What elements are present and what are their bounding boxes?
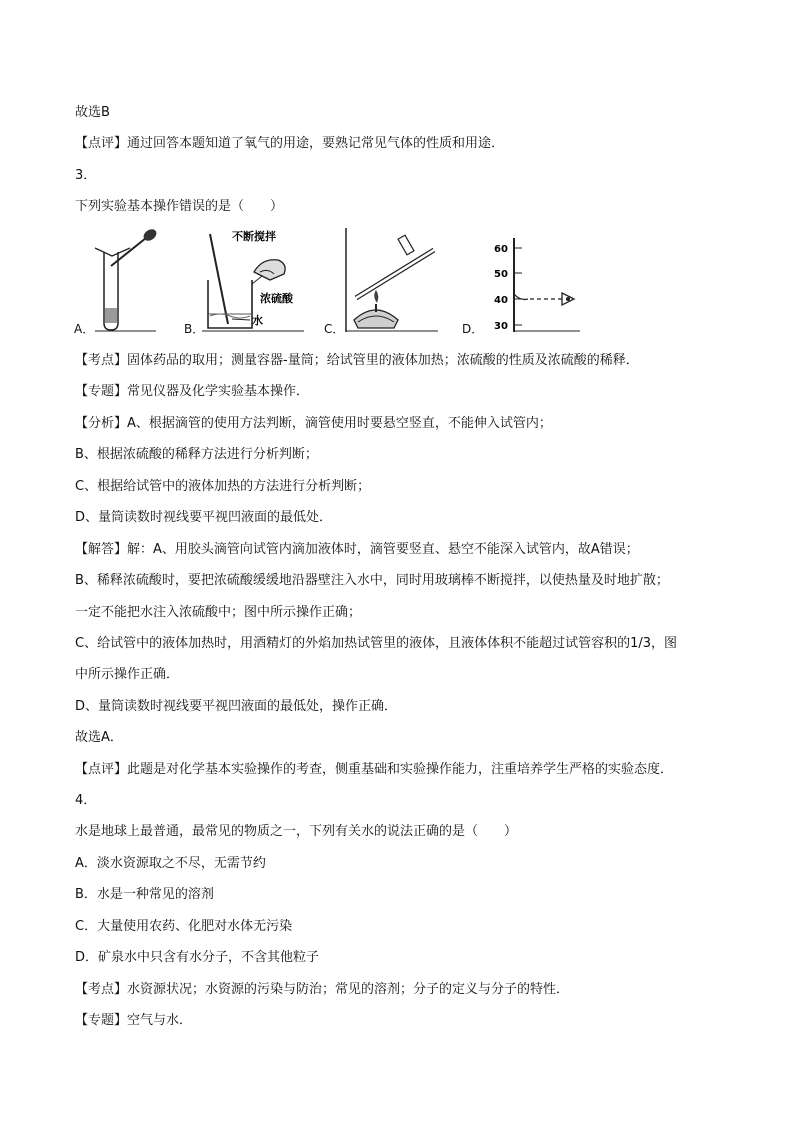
jieda-line: 一定不能把水注入浓硫酸中；图中所示操作正确； xyxy=(75,605,362,620)
question-number: 3． xyxy=(75,168,97,183)
zhuanti-line: 【专题】常见仪器及化学实验基本操作． xyxy=(75,384,310,399)
figure-b-stir-text: 不断搅拌 xyxy=(232,230,276,243)
jieda-line: C、给试管中的液体加热时，用酒精灯的外焰加热试管里的液体，且液体体积不能超过试管容积的1/3，图 xyxy=(75,636,677,651)
option-a: A．淡水资源取之不尽，无需节约 xyxy=(75,856,266,871)
figure-c-label: C． xyxy=(324,322,345,336)
jieda-line: D、量筒读数时视线要平视凹液面的最低处，操作正确． xyxy=(75,699,398,714)
question-stem: 下列实验基本操作错误的是（ ） xyxy=(75,199,284,214)
comment-line: 【点评】通过回答本题知道了氧气的用途，要熟记常见气体的性质和用途． xyxy=(75,136,505,151)
figure-a-label: A． xyxy=(74,322,95,336)
figure-d-cylinder xyxy=(478,228,582,334)
fenxi-line: 【分析】A、根据滴管的使用方法判断，滴管使用时要悬空竖直，不能伸入试管内； xyxy=(75,416,552,431)
question-number: 4． xyxy=(75,793,97,808)
figure-c-heating xyxy=(342,228,442,334)
figure-b-dilution xyxy=(200,228,305,334)
figure-b-acid-text: 浓硫酸 xyxy=(260,292,293,305)
jieda-line: 故选A． xyxy=(75,730,123,745)
jieda-line: 中所示操作正确． xyxy=(75,667,180,682)
kaodian-line: 【考点】固体药品的取用；测量容器-量筒；给试管里的液体加热；浓硫酸的性质及浓硫酸的稀释． xyxy=(75,353,639,368)
jieda-line: B、稀释浓硫酸时，要把浓硫酸缓缓地沿器壁注入水中，同时用玻璃棒不断搅拌，以使热量及时地扩散； xyxy=(75,573,669,588)
scale-tick-label: 40 xyxy=(494,295,508,306)
jieda-line: 【解答】解：A、用胶头滴管向试管内滴加液体时，滴管要竖直、悬空不能深入试管内，故A错误； xyxy=(75,542,639,557)
question-stem: 水是地球上最普通，最常见的物质之一，下列有关水的说法正确的是（ ） xyxy=(75,824,518,839)
zhuanti-line: 【专题】空气与水． xyxy=(75,1013,193,1028)
scale-tick-label: 30 xyxy=(494,321,508,332)
kaodian-line: 【考点】水资源状况；水资源的污染与防治；常见的溶剂；分子的定义与分子的特性． xyxy=(75,982,570,997)
fenxi-line: C、根据给试管中的液体加热的方法进行分析判断； xyxy=(75,479,371,494)
option-c: C．大量使用农药、化肥对水体无污染 xyxy=(75,919,293,934)
dianping-line: 【点评】此题是对化学基本实验操作的考查，侧重基础和实验操作能力，注重培养学生严格的实验态度． xyxy=(75,762,674,777)
figure-b-label: B． xyxy=(184,322,205,336)
scale-tick-label: 50 xyxy=(494,269,508,280)
figure-d-label: D． xyxy=(462,322,484,336)
option-b: B．水是一种常见的溶剂 xyxy=(75,887,214,902)
fenxi-line: D、量筒读数时视线要平视凹液面的最低处． xyxy=(75,510,333,525)
answer-line: 故选B xyxy=(75,105,110,120)
fenxi-line: B、根据浓硫酸的稀释方法进行分析判断； xyxy=(75,447,318,462)
figure-b-water-text: 水 xyxy=(252,314,263,327)
scale-tick-label: 60 xyxy=(494,244,508,255)
option-d: D．矿泉水中只含有水分子，不含其他粒子 xyxy=(75,950,320,965)
figure-a-dropper xyxy=(90,228,160,334)
